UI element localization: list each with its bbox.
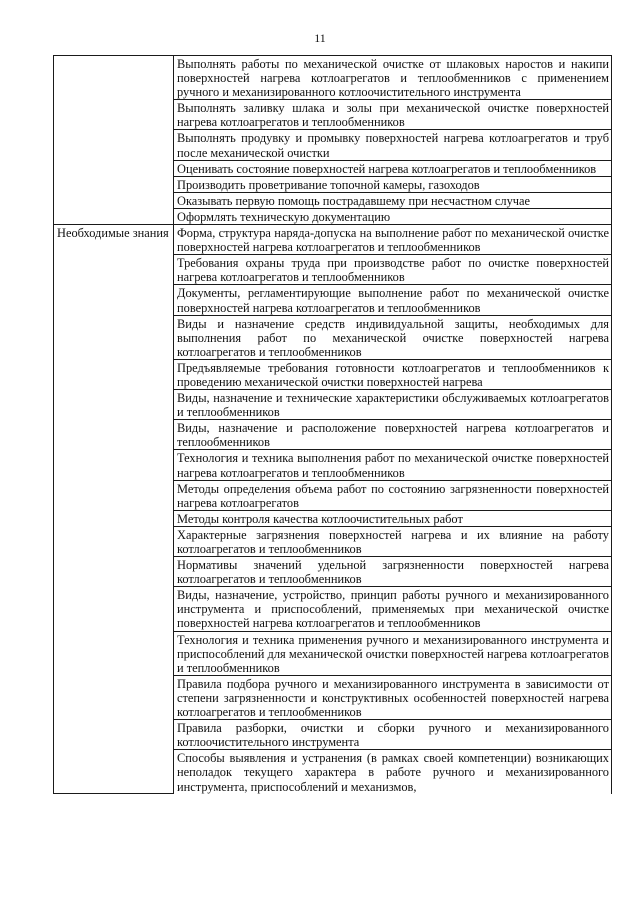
page-number: 11	[314, 31, 326, 45]
knowledge-item: Документы, регламентирующие выполнение работ по механической очистке поверхностей нагрева котлоагрегатов и теплообменников	[174, 285, 612, 315]
knowledge-item: Виды и назначение средств индивидуальной защиты, необходимых для выполнения работ по механической очистке поверхностей нагрева котлоагрегатов и теплообменников	[174, 315, 612, 359]
knowledge-item: Характерные загрязнения поверхностей нагрева и их влияние на работу котлоагрегатов и теплообменников	[174, 526, 612, 556]
knowledge-item: Виды, назначение и технические характеристики обслуживаемых котлоагрегатов и теплообменников	[174, 390, 612, 420]
knowledge-item: Методы контроля качества котлоочистительных работ	[174, 510, 612, 526]
skill-item: Оформлять техническую документацию	[174, 208, 612, 224]
knowledge-item: Технология и техника применения ручного и механизированного инструмента и приспособлений для механической очистки поверхностей нагрева котлоагрегатов и теплообменников	[174, 631, 612, 675]
knowledge-item: Правила подбора ручного и механизированного инструмента в зависимости от степени загрязненности и конструктивных особенностей поверхностей нагрева котлоагрегатов и теплообменников	[174, 675, 612, 719]
skill-item: Выполнять работы по механической очистке от шлаковых наростов и накипи поверхностей нагрева котлоагрегатов и теплообменников с применением ручного и механизированного котлоочистительного инструмента	[174, 56, 612, 100]
skill-item: Выполнять заливку шлака и золы при механической очистке поверхностей нагрева котлоагрегатов и теплообменников	[174, 100, 612, 130]
knowledge-item: Способы выявления и устранения (в рамках своей компетенции) возникающих неполадок текущего характера в работе ручного и механизированного инструмента, приспособлений и механизмов,	[174, 750, 612, 794]
table-row	[54, 56, 612, 100]
skill-item: Выполнять продувку и промывку поверхностей нагрева котлоагрегатов и труб после механической очистки	[174, 130, 612, 160]
knowledge-item: Форма, структура наряда-допуска на выполнение работ по механической очистке поверхностей нагрева котлоагрегатов и теплообменников	[174, 225, 612, 255]
knowledge-item: Требования охраны труда при производстве работ по очистке поверхностей нагрева котлоагрегатов и теплообменников	[174, 255, 612, 285]
table-row	[54, 225, 612, 255]
skill-item: Оказывать первую помощь пострадавшему при несчастном случае	[174, 192, 612, 208]
knowledge-item: Технология и техника выполнения работ по механической очистке поверхностей нагрева котлоагрегатов и теплообменников	[174, 450, 612, 480]
knowledge-label-cell: Необходимые знания	[54, 225, 174, 794]
knowledge-item: Методы определения объема работ по состоянию загрязненности поверхностей нагрева котлоагрегатов	[174, 480, 612, 510]
skills-label-cell	[54, 56, 174, 225]
knowledge-item: Виды, назначение, устройство, принцип работы ручного и механизированного инструмента и приспособлений, применяемых при механической очистке поверхностей нагрева котлоагрегатов и теплообменников	[174, 587, 612, 631]
skill-item: Производить проветривание топочной камеры, газоходов	[174, 176, 612, 192]
knowledge-item: Нормативы значений удельной загрязненности поверхностей нагрева котлоагрегатов и теплообменников	[174, 557, 612, 587]
skill-item: Оценивать состояние поверхностей нагрева котлоагрегатов и теплообменников	[174, 160, 612, 176]
knowledge-item: Правила разборки, очистки и сборки ручного и механизированного котлоочистительного инструмента	[174, 720, 612, 750]
requirements-table	[53, 55, 612, 794]
knowledge-item: Предъявляемые требования готовности котлоагрегатов и теплообменников к проведению механической очистки поверхностей нагрева	[174, 359, 612, 389]
knowledge-item: Виды, назначение и расположение поверхностей нагрева котлоагрегатов и теплообменников	[174, 420, 612, 450]
